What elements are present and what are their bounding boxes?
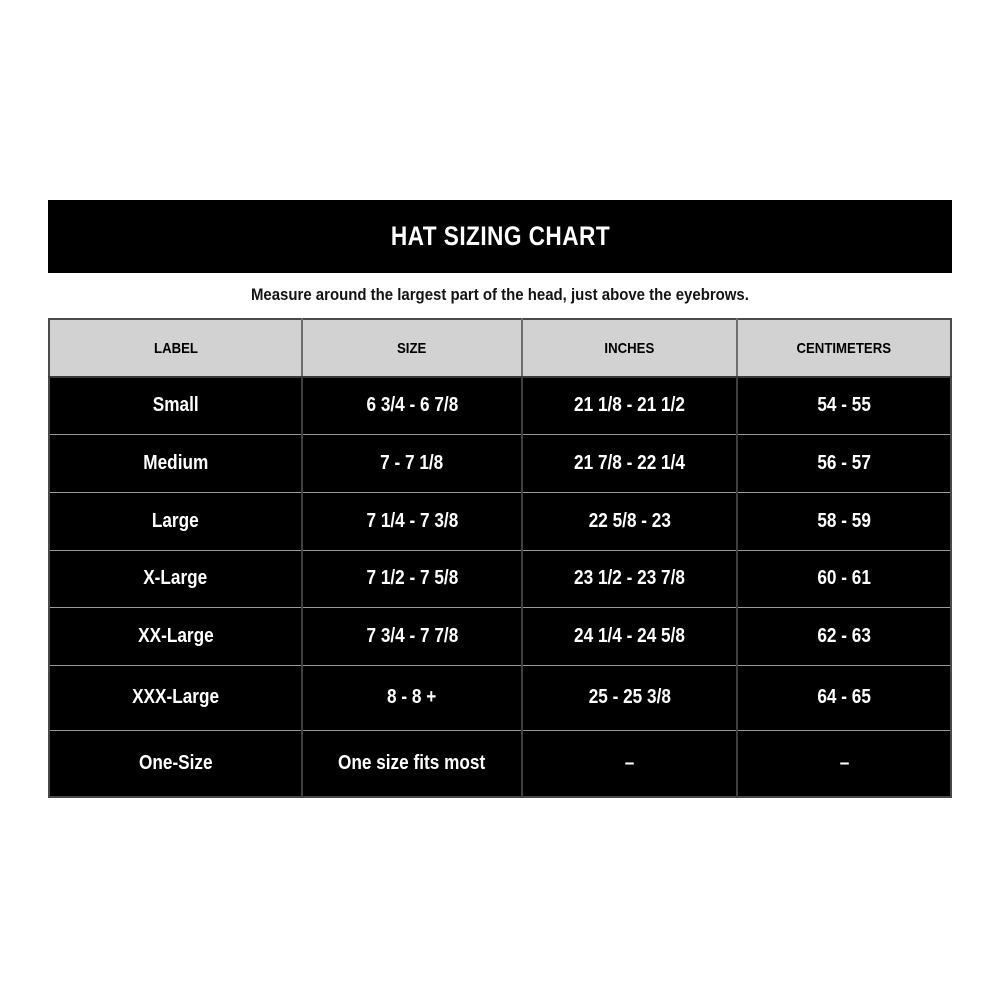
column-header-label-text: LABEL (153, 339, 198, 357)
column-header-size-text: SIZE (397, 339, 427, 357)
cell-text: One-Size (138, 751, 213, 774)
chart-title: HAT SIZING CHART (390, 221, 610, 251)
cell-large-label (49, 492, 302, 550)
cell-text: 8 - 8 + (387, 686, 437, 708)
cell-xx-large-size (302, 607, 521, 665)
cell-text: Medium (143, 451, 209, 474)
cell-text: 56 - 57 (817, 451, 871, 474)
cell-medium-inches (522, 434, 738, 492)
cell-xxx-large-inches (522, 665, 738, 730)
cell-one-size-centimeters (737, 730, 951, 797)
row-xx-large (49, 607, 951, 665)
cell-text: 22 5/8 - 23 (588, 509, 671, 532)
cell-small-label (49, 377, 302, 434)
cell-large-size (302, 492, 521, 550)
cell-text: 23 1/2 - 23 7/8 (573, 567, 685, 589)
cell-text: One size fits most (338, 751, 486, 774)
cell-one-size-size (302, 730, 521, 797)
cell-text: 58 - 59 (817, 509, 871, 532)
cell-text: – (839, 751, 849, 774)
cell-text: 7 1/4 - 7 3/8 (366, 509, 458, 532)
cell-text: 7 1/2 - 7 5/8 (366, 567, 458, 589)
cell-xx-large-label (49, 607, 302, 665)
cell-x-large-inches (522, 550, 738, 607)
sizing-table (48, 318, 952, 798)
cell-small-centimeters (737, 377, 951, 434)
chart-subtitle (48, 281, 952, 308)
cell-one-size-inches (522, 730, 738, 797)
column-header-inches-text: INCHES (604, 339, 655, 357)
cell-text: X-Large (143, 567, 208, 589)
cell-large-centimeters (737, 492, 951, 550)
chart-subtitle-text: Measure around the largest part of the head, just above the eyebrows. (251, 285, 749, 304)
cell-one-size-label (49, 730, 302, 797)
cell-text: 62 - 63 (817, 624, 871, 647)
cell-text: XX-Large (137, 624, 214, 647)
cell-medium-size (302, 434, 521, 492)
cell-large-inches (522, 492, 738, 550)
cell-x-large-size (302, 550, 521, 607)
cell-x-large-centimeters (737, 550, 951, 607)
column-header-centimeters (737, 319, 951, 377)
cell-x-large-label (49, 550, 302, 607)
cell-text: Small (152, 394, 199, 417)
cell-text: 6 3/4 - 6 7/8 (366, 394, 458, 417)
cell-text: XXX-Large (132, 686, 220, 708)
cell-xx-large-centimeters (737, 607, 951, 665)
cell-text: 21 1/8 - 21 1/2 (573, 394, 685, 417)
cell-text: 25 - 25 3/8 (588, 686, 671, 708)
cell-text: 64 - 65 (817, 686, 871, 708)
cell-medium-centimeters (737, 434, 951, 492)
cell-text: 21 7/8 - 22 1/4 (573, 451, 685, 474)
row-small (49, 377, 951, 434)
cell-text: – (624, 751, 635, 774)
cell-text: 60 - 61 (817, 567, 871, 589)
row-x-large (49, 550, 951, 607)
cell-text: 24 1/4 - 24 5/8 (573, 624, 685, 647)
cell-xxx-large-size (302, 665, 521, 730)
cell-text: 54 - 55 (817, 394, 871, 417)
column-header-inches (522, 319, 738, 377)
cell-medium-label (49, 434, 302, 492)
cell-text: Large (152, 509, 200, 532)
cell-text: 7 3/4 - 7 7/8 (366, 624, 458, 647)
row-xxx-large (49, 665, 951, 730)
cell-small-inches (522, 377, 738, 434)
row-one-size (49, 730, 951, 797)
chart-title-banner (48, 200, 952, 273)
cell-small-size (302, 377, 521, 434)
cell-xxx-large-label (49, 665, 302, 730)
column-header-size (302, 319, 521, 377)
cell-text: 7 - 7 1/8 (380, 451, 444, 474)
column-header-label (49, 319, 302, 377)
cell-xxx-large-centimeters (737, 665, 951, 730)
row-medium (49, 434, 951, 492)
cell-xx-large-inches (522, 607, 738, 665)
table-header-row (49, 319, 951, 377)
column-header-centimeters-text: CENTIMETERS (796, 339, 892, 357)
row-large (49, 492, 951, 550)
